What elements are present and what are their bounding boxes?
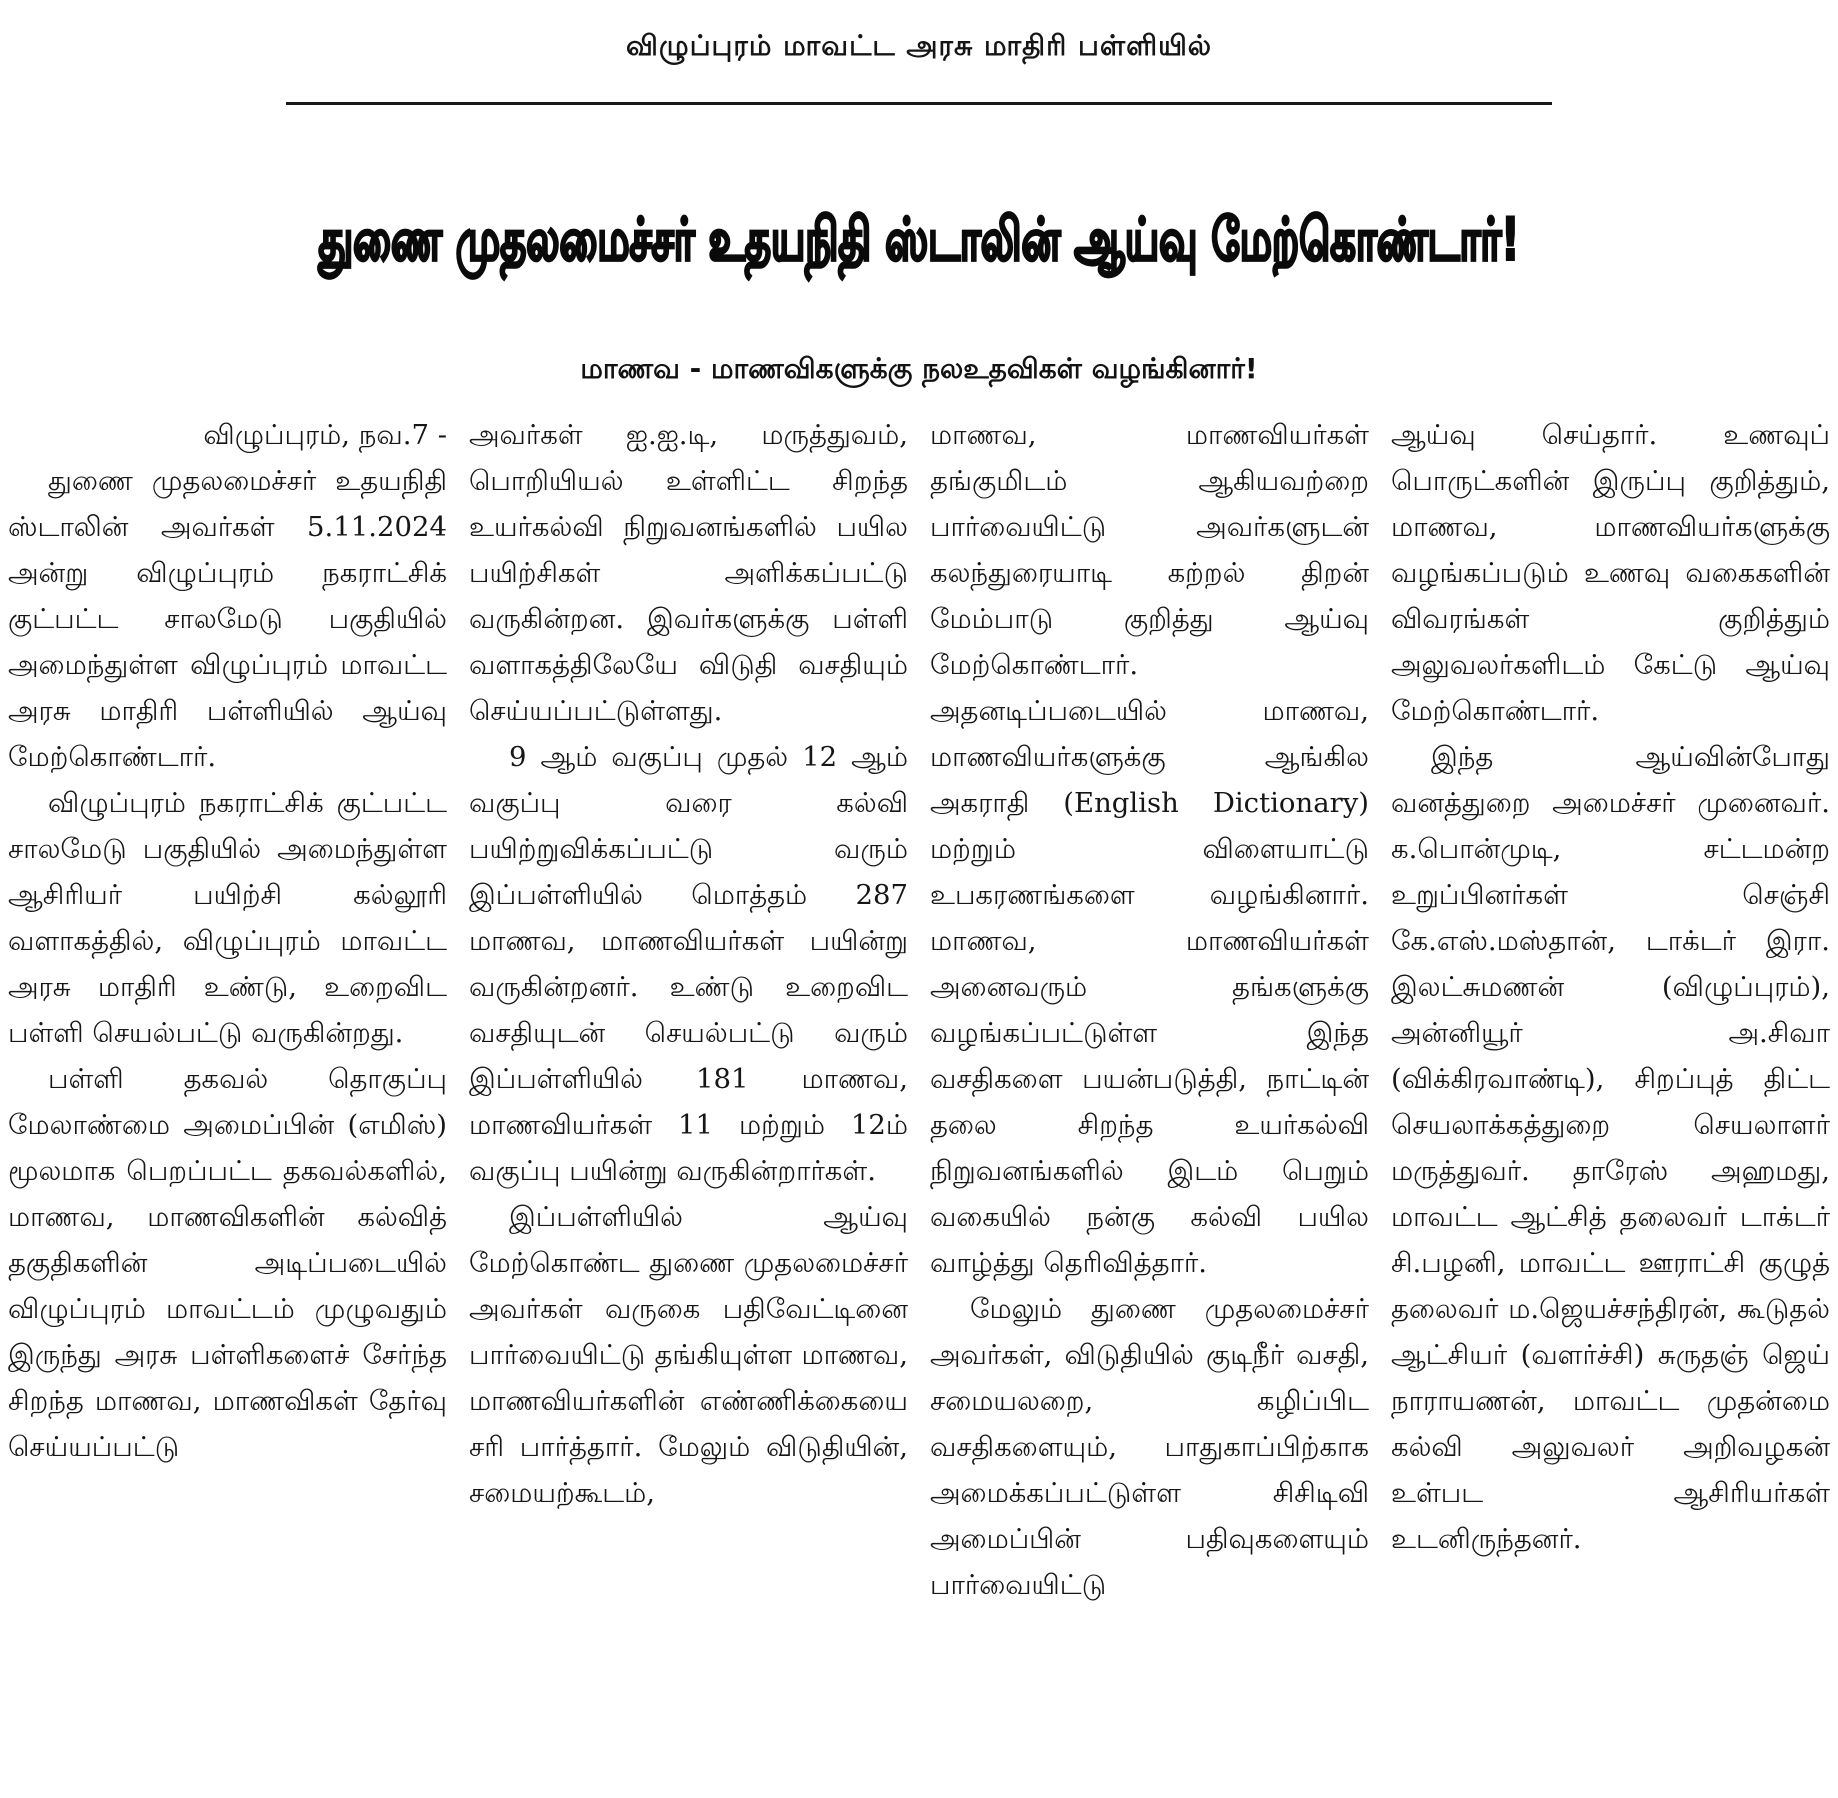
article-paragraph: இந்த ஆய்வின்போது வனத்துறை அமைச்சர் முனைவர். க.பொன்முடி, சட்டமன்ற உறுப்பினர்கள் செஞ்சி கே.எஸ்.மஸ்தான், டாக்டர் இரா. இலட்சுமணன் (விழுப்புரம்), அன்னியூர் அ.சிவா (விக்கிரவாண்டி), சிறப்புத் திட்ட செயலாக்கத்துறை செயலாளர் மருத்துவர். தாரேஸ் அஹமது, மாவட்ட ஆட்சித் தலைவர் டாக்டர் சி.பழனி, மாவட்ட ஊராட்சி குழுத் தலைவர் ம.ஜெயச்சந்திரன், கூடுதல் ஆட்சியர் (வளர்ச்சி) சுருதஞ் ஜெய் நாராயணன், மாவட்ட முதன்மை கல்வி அலுவலர் அறிவழகன் உள்பட ஆசிரியர்கள் உடனிருந்தனர். <box>1391 741 1830 1555</box>
article-paragraph: மேலும் துணை முதலமைச்சர் அவர்கள், விடுதியில் குடிநீர் வசதி, சமையலறை, கழிப்பிட வசதிகளையும், பாதுகாப்பிற்காக அமைக்கப்பட்டுள்ள சிசிடிவி அமைப்பின் பதிவுகளையும் பார்வையிட்டு <box>930 1293 1369 1601</box>
article-paragraph: அவர்கள் ஐ.ஐ.டி, மருத்துவம், பொறியியல் உள்ளிட்ட சிறந்த உயர்கல்வி நிறுவனங்களில் பயில பயிற்சிகள் அளிக்கப்பட்டு வருகின்றன. இவர்களுக்கு பள்ளி வளாகத்திலேயே விடுதி வசதியும் செய்யப்பட்டுள்ளது. <box>469 419 908 727</box>
article-column-2 <box>469 412 908 1794</box>
article-paragraph: இப்பள்ளியில் ஆய்வு மேற்கொண்ட துணை முதலமைச்சர் அவர்கள் வருகை பதிவேட்டினை பார்வையிட்டு தங்கியுள்ள மாணவ, மாணவியர்களின் எண்ணிக்கையை சரி பார்த்தார். மேலும் விடுதியின், சமையற்கூடம், <box>469 1201 908 1509</box>
article-paragraph: 9 ஆம் வகுப்பு முதல் 12 ஆம் வகுப்பு வரை கல்வி பயிற்றுவிக்கப்பட்டு வரும் இப்பள்ளியில் மொத்தம் 287 மாணவ, மாணவியர்கள் பயின்று வருகின்றனர். உண்டு உறைவிட வசதியுடன் செயல்பட்டு வரும் இப்பள்ளியில் 181 மாணவ, மாணவியர்கள் 11 மற்றும் 12ம் வகுப்பு பயின்று வருகின்றார்கள். <box>469 741 908 1187</box>
article-column-3 <box>930 412 1369 1794</box>
headline-container <box>0 132 1838 342</box>
article-column-1 <box>8 412 447 1794</box>
headline: துணை முதலமைச்சர் உதயநிதி ஸ்டாலின் ஆய்வு மேற்கொண்டார்! <box>318 207 1520 275</box>
kicker-line: விழுப்புரம் மாவட்ட அரசு மாதிரி பள்ளியில் <box>625 29 1213 62</box>
article-columns <box>8 412 1830 1794</box>
article-paragraph: விழுப்புரம் நகராட்சிக் குட்பட்ட சாலமேடு பகுதியில் அமைந்துள்ள ஆசிரியர் பயிற்சி கல்லூரி வளாகத்தில், விழுப்புரம் மாவட்ட அரசு மாதிரி உண்டு, உறைவிட பள்ளி செயல்பட்டு வருகின்றது. <box>8 787 447 1049</box>
article-paragraph: ஆய்வு செய்தார். உணவுப் பொருட்களின் இருப்பு குறித்தும், மாணவ, மாணவியர்களுக்கு வழங்கப்படும் உணவு வகைகளின் விவரங்கள் குறித்தும் அலுவலர்களிடம் கேட்டு ஆய்வு மேற்கொண்டார். <box>1391 419 1830 727</box>
dateline: விழுப்புரம், நவ.7 - <box>203 419 447 451</box>
kicker-underline <box>286 102 1552 105</box>
article-paragraph: பள்ளி தகவல் தொகுப்பு மேலாண்மை அமைப்பின் (எமிஸ்) மூலமாக பெறப்பட்ட தகவல்களில், மாணவ, மாணவிகளின் கல்வித் தகுதிகளின் அடிப்படையில் விழுப்புரம் மாவட்டம் முழுவதும் இருந்து அரசு பள்ளிகளைச் சேர்ந்த சிறந்த மாணவ, மாணவிகள் தேர்வு செய்யப்பட்டு <box>8 1063 447 1463</box>
subheadline: மாணவ - மாணவிகளுக்கு நலஉதவிகள் வழங்கினார்! <box>580 352 1258 385</box>
article-paragraph: மாணவ, மாணவியர்கள் தங்குமிடம் ஆகியவற்றை பார்வையிட்டு அவர்களுடன் கலந்துரையாடி கற்றல் திறன் மேம்பாடு குறித்து ஆய்வு மேற்கொண்டார். அதனடிப்படையில் மாணவ, மாணவியர்களுக்கு ஆங்கில அகராதி (English Dictionary) மற்றும் விளையாட்டு உபகரணங்களை வழங்கினார். மாணவ, மாணவியர்கள் அனைவரும் தங்களுக்கு வழங்கப்பட்டுள்ள இந்த வசதிகளை பயன்படுத்தி, நாட்டின் தலை சிறந்த உயர்கல்வி நிறுவனங்களில் இடம் பெறும் வகையில் நன்கு கல்வி பயில வாழ்த்து தெரிவித்தார். <box>930 419 1369 1279</box>
article-column-4 <box>1391 412 1830 1794</box>
article-paragraph: துணை முதலமைச்சர் உதயநிதி ஸ்டாலின் அவர்கள் 5.11.2024 அன்று விழுப்புரம் நகராட்சிக் குட்பட்ட சாலமேடு பகுதியில் அமைந்துள்ள விழுப்புரம் மாவட்ட அரசு மாதிரி பள்ளியில் ஆய்வு மேற்கொண்டார். <box>8 465 447 773</box>
